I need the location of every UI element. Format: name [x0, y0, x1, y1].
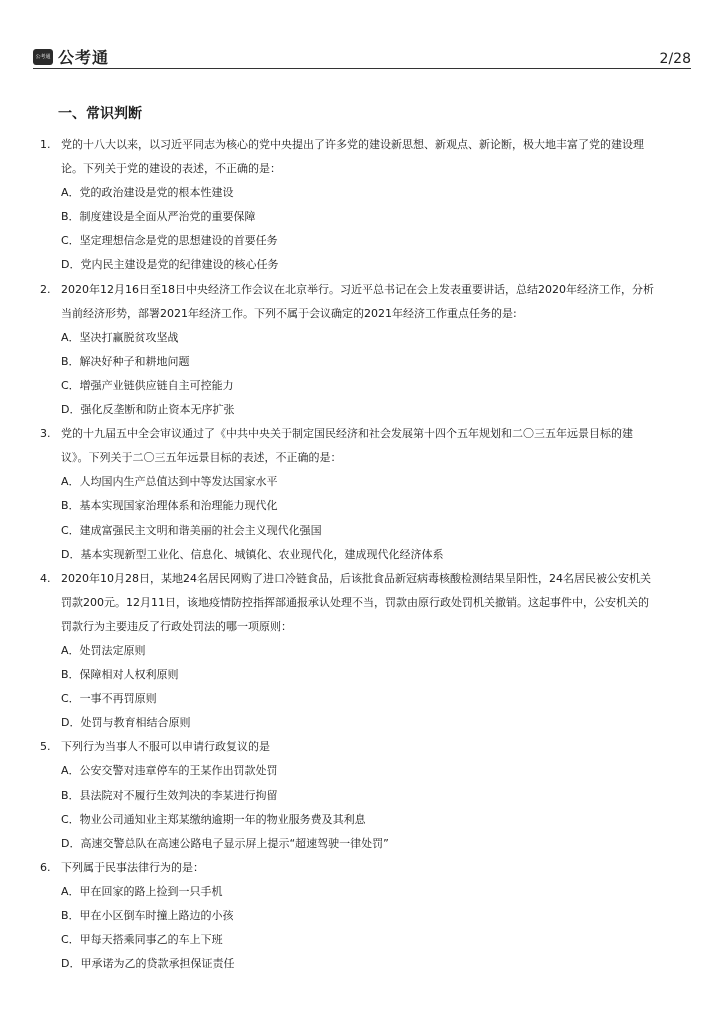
answer-option: A．甲在回家的路上捡到一只手机 [61, 884, 223, 898]
answer-option: B．解决好种子和耕地问题 [61, 354, 190, 368]
answer-option: C．增强产业链供应链自主可控能力 [61, 378, 234, 392]
answer-option: A．人均国内生产总值达到中等发达国家水平 [61, 475, 278, 489]
answer-option: D．甲承诺为乙的贷款承担保证责任 [61, 957, 235, 971]
question-list [40, 133, 690, 976]
answer-option: D．处罚与教育相结合原则 [61, 716, 191, 730]
question-stem-line [40, 278, 690, 302]
answer-option: C．坚定理想信念是党的思想建设的首要任务 [61, 234, 278, 248]
answer-option: D．基本实现新型工业化、信息化、城镇化、农业现代化，建成现代化经济体系 [61, 547, 444, 561]
question-stem-line [40, 856, 690, 880]
question-text: 党的十八大以来，以习近平同志为核心的党中央提出了许多党的建设新思想、新观点、新论断，极大地丰富了党的建设理 [61, 138, 644, 151]
section-title: 一、常识判断 [58, 106, 142, 122]
question-stem-line [40, 422, 690, 446]
answer-option: A．公安交警对违章停车的王某作出罚款处罚 [61, 764, 278, 778]
question-stem-line [40, 133, 690, 157]
question-text: 下列属于民事法律行为的是： [61, 860, 204, 874]
question-stem-line [40, 735, 690, 759]
answer-option: D．高速交警总队在高速公路电子显示屏上提示“超速驾驶一律处罚” [61, 836, 389, 850]
answer-option: B．县法院对不履行生效判决的李某进行拘留 [61, 788, 278, 802]
logo-badge-icon: 公考通 [33, 49, 53, 65]
question-number: 6. [40, 860, 51, 874]
answer-option: B．制度建设是全面从严治党的重要保障 [61, 210, 256, 224]
question-number: 1. [40, 138, 51, 151]
page-indicator: 2/28 [659, 51, 691, 67]
question-number: 3. [40, 427, 51, 441]
answer-option: C．物业公司通知业主郑某缴纳逾期一年的物业服务费及其利息 [61, 812, 366, 826]
question-number: 4. [40, 571, 51, 585]
answer-option: B．基本实现国家治理体系和治理能力现代化 [61, 499, 278, 513]
answer-option: B．甲在小区倒车时撞上路边的小孩 [61, 909, 234, 922]
page-header [33, 40, 691, 69]
answer-option: C．一事不再罚原则 [61, 692, 157, 706]
question-text: 党的十九届五中全会审议通过了《中共中央关于制定国民经济和社会发展第十四个五年规划和二〇三五年远景目标的建 [61, 427, 633, 441]
answer-option: D．党内民主建设是党的纪律建设的核心任务 [61, 258, 279, 272]
logo [33, 45, 109, 68]
answer-option: C．甲每天搭乘同事乙的车上下班 [61, 933, 223, 947]
answer-option: A．坚决打赢脱贫攻坚战 [61, 330, 179, 344]
question-text: 下列行为当事人不服可以申请行政复议的是 [61, 740, 270, 754]
question-text: 当前经济形势，部署2021年经济工作。下列不属于会议确定的2021年经济工作重点任务的是: [61, 306, 517, 320]
answer-option: B．保障相对人权利原则 [61, 668, 179, 682]
question-number: 5. [40, 740, 51, 754]
question-text: 2020年10月28日，某地24名居民网购了进口冷链食品，后该批食品新冠病毒核酸检测结果呈阳性，24名居民被公安机关 [61, 571, 651, 585]
answer-option: C．建成富强民主文明和谐美丽的社会主义现代化强国 [61, 523, 322, 537]
answer-option: D．强化反垄断和防止资本无序扩张 [61, 403, 235, 417]
question-text: 议》。下列关于二〇三五年远景目标的表述，不正确的是： [61, 451, 342, 465]
question-text: 罚款200元。12月11日，该地疫情防控指挥部通报承认处理不当，罚款由原行政处罚机关撤销。这起事件中，公安机关的 [61, 595, 649, 609]
question-text: 论。下列关于党的建设的表述，不正确的是： [61, 162, 281, 176]
answer-option: A．处罚法定原则 [61, 643, 146, 657]
question-text: 2020年12月16日至18日中央经济工作会议在北京举行。习近平总书记在会上发表重要讲话，总结2020年经济工作，分析 [61, 282, 654, 296]
answer-option: A．党的政治建设是党的根本性建设 [61, 186, 234, 200]
logo-text: 公考通 [58, 48, 110, 67]
question-number: 2. [40, 282, 51, 296]
question-stem-line [40, 567, 690, 591]
question-text: 罚款行为主要违反了行政处罚法的哪一项原则： [61, 619, 292, 633]
